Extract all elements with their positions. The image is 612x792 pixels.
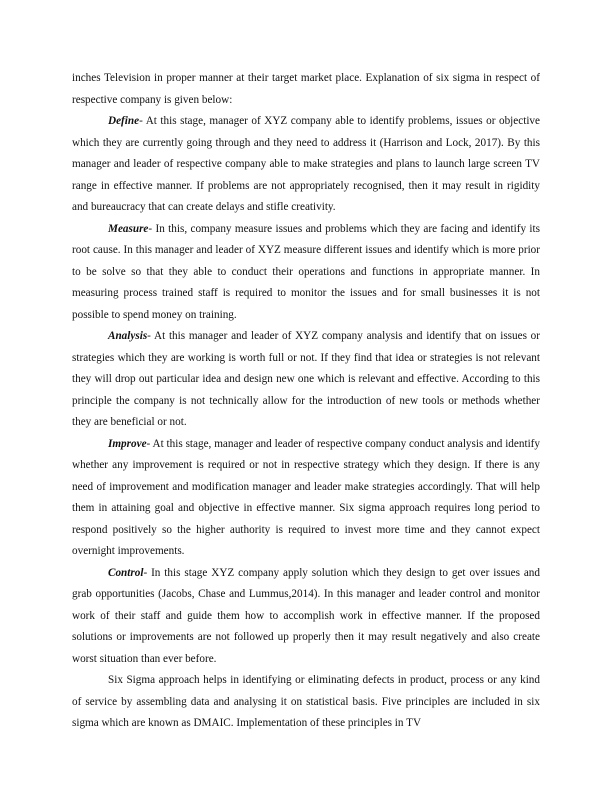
improve-paragraph (72, 434, 540, 563)
analysis-text: - At this manager and leader of XYZ company analysis and identify that on issues or strategies which they are working is worth full or not. If they find that idea or strategies is not relevant they will drop out particular idea and design new one which is relevant and effective. According to this principle the company is not technically allow for the introduction of new tools or methods whether they are beneficial or not. (72, 330, 540, 428)
closing-paragraph: Six Sigma approach helps in identifying or eliminating defects in product, process or any kind of service by assembling data and analysing it on statistical basis. Five principles are included in six sigma which are known as DMAIC. Implementation of these principles in TV (72, 674, 540, 729)
control-text: - In this stage XYZ company apply solution which they design to get over issues and grab opportunities (Jacobs, Chase and Lummus,2014). In this manager and leader control and monitor work of their staff and guide them how to accomplish work in effective manner. If the proposed solutions or improvements are not followed up properly then it may result negatively and also create worst situation than ever before. (72, 566, 540, 665)
measure-text: - In this, company measure issues and problems which they are facing and identify its root cause. In this manager and leader of XYZ measure different issues and identify which is more prior to be solve so that they able to conduct their operations and functions in appropriate manner. In measuring process trained staff is required to monitor the issues and for small businesses it is not possible to spend money on training. (72, 222, 540, 321)
define-paragraph (72, 111, 540, 219)
intro-paragraph: inches Television in proper manner at their target market place. Explanation of six sigma in respect of respective company is given below: (72, 72, 540, 106)
define-term: Define (108, 115, 140, 127)
improve-term: Improve (108, 437, 147, 450)
measure-term: Measure (108, 222, 149, 235)
improve-text: - At this stage, manager and leader of respective company conduct analysis and identify whether any improvement is required or not in respective strategy which they design. If there is any need of improvement and modification manager and leader make strategies accordingly. That will help them in attaining goal and objective in effective manner. Six sigma approach requires long period to respond positively so the higher authority is required to invest more time and they cannot expect overnight improvements. (72, 437, 540, 557)
document-page (72, 68, 540, 735)
measure-paragraph (72, 219, 540, 327)
control-paragraph (72, 563, 540, 671)
define-text: - At this stage, manager of XYZ company able to identify problems, issues or objective which they are currently going through and they need to address it (Harrison and Lock, 2017). By this manager and leader of respective company able to make strategies and plans to launch large screen TV range in effective manner. If problems are not appropriately recognised, then it may result in rigidity and bureaucracy that can create delays and stifle creativity. (72, 115, 540, 213)
control-term: Control (108, 566, 144, 579)
analysis-term: Analysis (108, 330, 148, 342)
analysis-paragraph (72, 326, 540, 434)
